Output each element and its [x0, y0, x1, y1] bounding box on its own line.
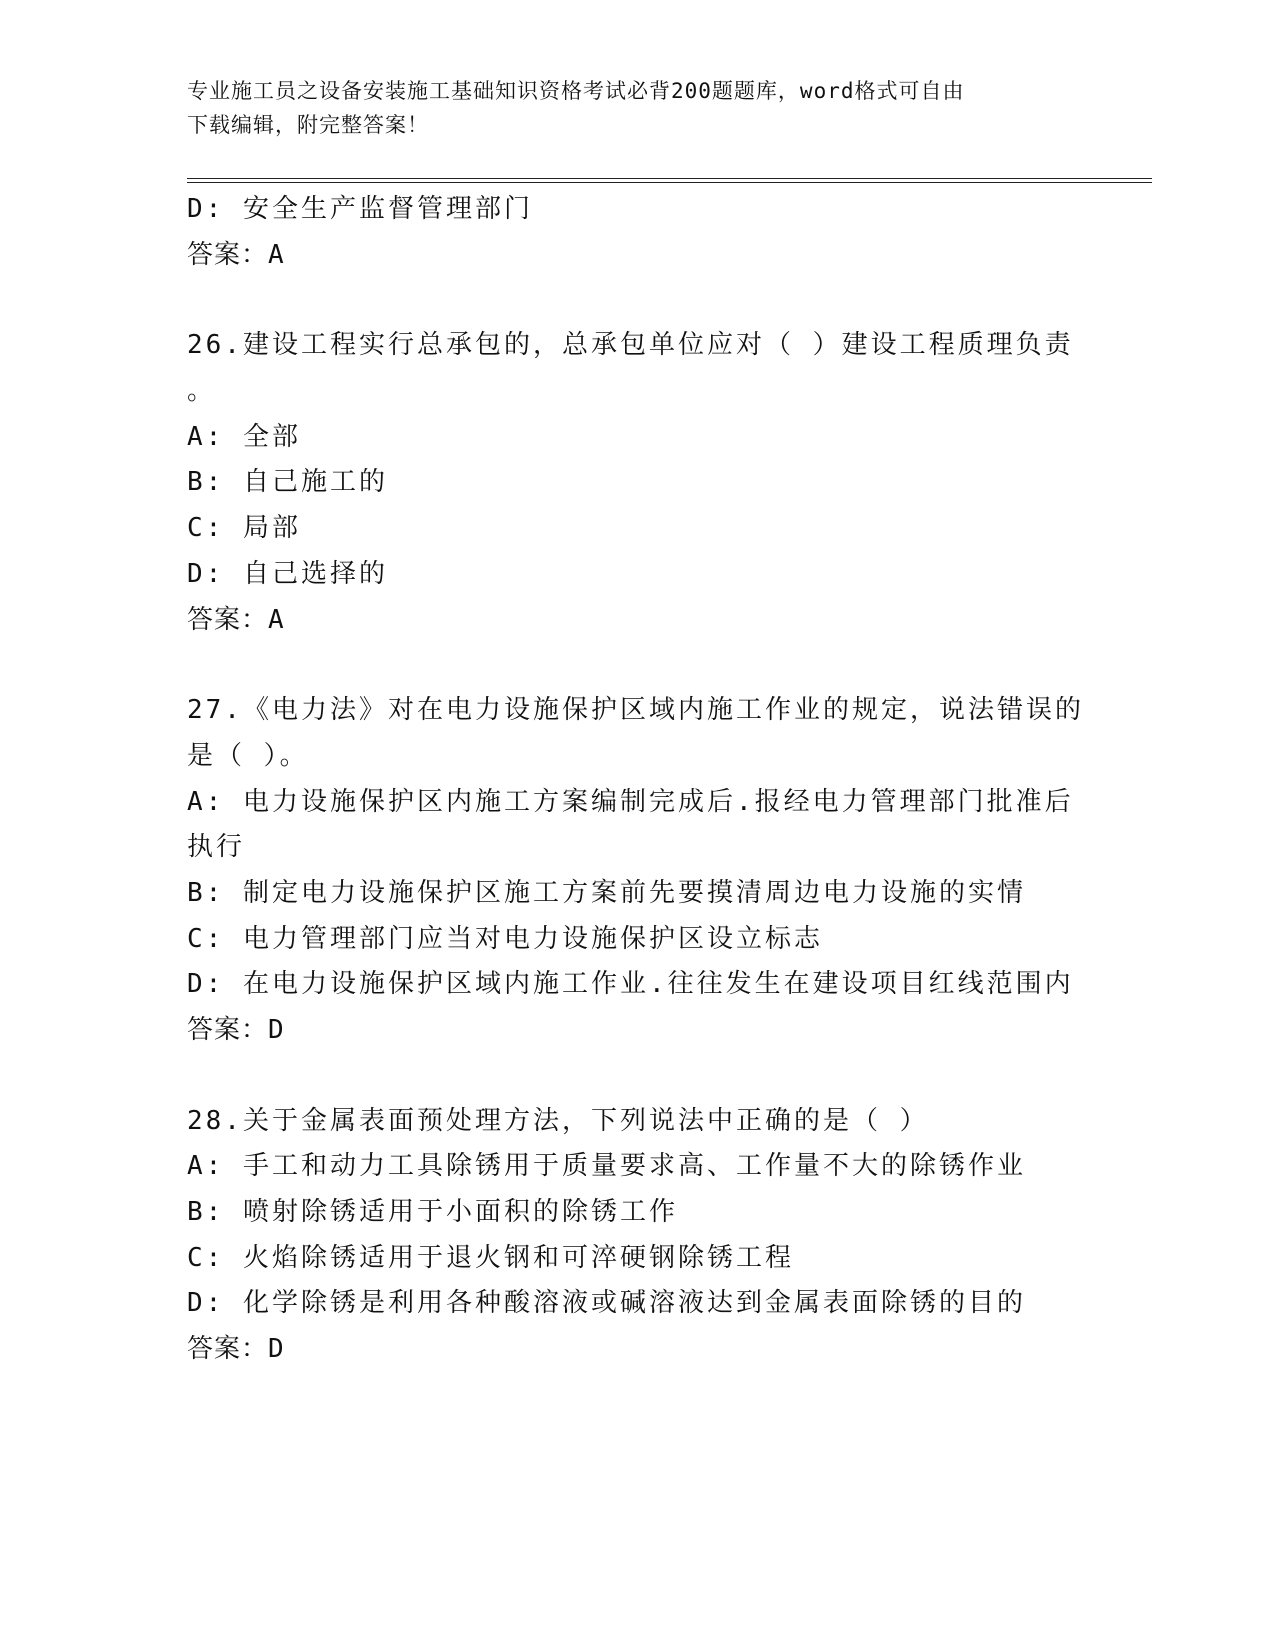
question-28 [187, 1099, 1087, 1373]
header-divider-bottom [187, 182, 1152, 183]
question-stem: 26.建设工程实行总承包的，总承包单位应对（ ）建设工程质理负责 [187, 330, 1074, 361]
option-a: A: 全部 [187, 421, 301, 452]
header-line-1: 专业施工员之设备安装施工基础知识资格考试必背200题题库，word格式可自由 [187, 79, 965, 103]
answer-label: 答案： [187, 1334, 269, 1365]
header-line-2: 下载编辑，附完整答案！ [187, 113, 429, 137]
question-stem: 28.关于金属表面预处理方法，下列说法中正确的是（ ） [187, 1105, 929, 1136]
answer-line [187, 598, 1087, 644]
option-d: D: 在电力设施保护区域内施工作业.往往发生在建设项目红线范围内 [187, 969, 1074, 1000]
answer-value: A [268, 604, 285, 635]
option-a-cont: 执行 [187, 832, 246, 863]
document-header [187, 74, 1087, 142]
answer-label: 答案： [187, 604, 269, 635]
question-stem-cont: 。 [187, 376, 217, 407]
option-c: C: 火焰除锈适用于退火钢和可淬硬钢除锈工程 [187, 1242, 794, 1273]
answer-value: A [268, 239, 285, 270]
answer-line [187, 1327, 1087, 1373]
header-divider-top [187, 178, 1152, 179]
option-b: B: 喷射除锈适用于小面积的除锈工作 [187, 1197, 678, 1228]
option-d: D: 化学除锈是利用各种酸溶液或碱溶液达到金属表面除锈的目的 [187, 1288, 1026, 1319]
question-26 [187, 323, 1087, 643]
question-27 [187, 688, 1087, 1054]
answer-value: D [268, 1334, 285, 1365]
answer-label: 答案： [187, 239, 269, 270]
option-d: D: 自己选择的 [187, 558, 388, 589]
option-d: D: 安全生产监督管理部门 [187, 194, 533, 224]
question-stem-cont: 是（ ）。 [187, 740, 309, 771]
option-b: B: 自己施工的 [187, 467, 388, 498]
previous-question-tail [187, 187, 1087, 278]
option-c: C: 局部 [187, 513, 301, 544]
question-content [187, 187, 1087, 1373]
option-a: A: 电力设施保护区内施工方案编制完成后.报经电力管理部门批准后 [187, 786, 1074, 817]
option-a: A: 手工和动力工具除锈用于质量要求高、工作量不大的除锈作业 [187, 1151, 1026, 1182]
option-b: B: 制定电力设施保护区施工方案前先要摸清周边电力设施的实情 [187, 877, 1026, 908]
option-c: C: 电力管理部门应当对电力设施保护区设立标志 [187, 923, 823, 954]
answer-line [187, 233, 1087, 279]
answer-value: D [268, 1015, 285, 1045]
answer-label: 答案： [187, 1015, 269, 1045]
answer-line [187, 1008, 1087, 1054]
question-stem: 27.《电力法》对在电力设施保护区域内施工作业的规定，说法错误的 [187, 695, 1084, 726]
